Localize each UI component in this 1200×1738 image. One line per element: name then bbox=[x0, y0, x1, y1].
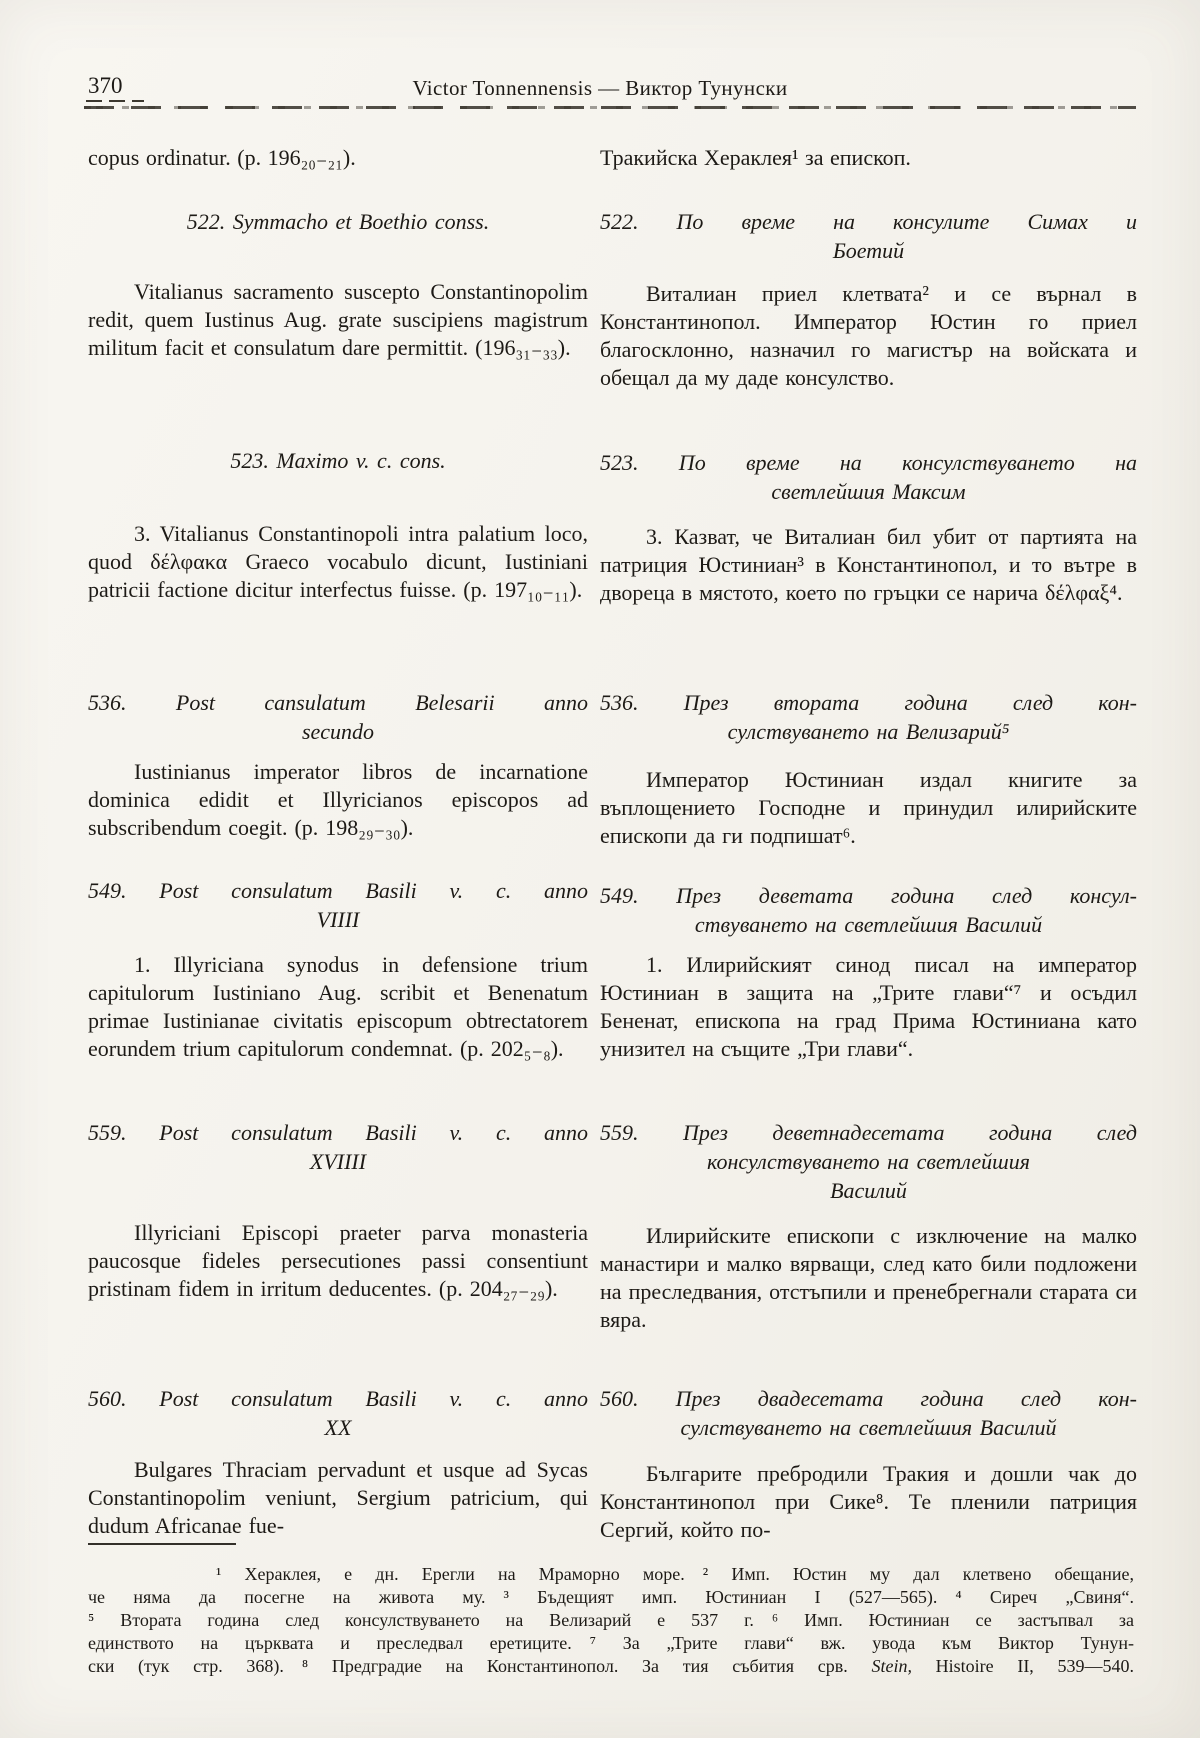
footnote-line bbox=[88, 1609, 1134, 1631]
footnote-text-italic: Stein, bbox=[871, 1656, 912, 1676]
heading-line: 549. Post consulatum Basili v. c. anno bbox=[88, 878, 588, 903]
heading-line: VIIII bbox=[316, 907, 360, 932]
heading-line: Боетий bbox=[832, 238, 905, 263]
heading-line: 522. По време на консулите Симах и bbox=[600, 209, 1137, 234]
footnote-line bbox=[88, 1655, 1134, 1677]
heading-line: secundo bbox=[301, 719, 375, 744]
paragraph: 1. Illyriciana synodus in defensione trium capitulorum Iustiniano Aug. scribit et Benenatum primae Iustinianae civitatis episcopum obtrectatorem eorundem trium capitulorum condemnat. (p. 202₅₋₈). bbox=[88, 952, 588, 1061]
paragraph: Българите пребродили Тракия и дошли чак до Константинопол при Сике⁸. Те пленили патриция Сергий, който по- bbox=[600, 1461, 1137, 1542]
continuation-line: Тракийска Хераклея¹ за епископ. bbox=[600, 145, 911, 170]
heading-line: 559. Post consulatum Basili v. c. anno bbox=[88, 1120, 588, 1145]
heading-line: Василий bbox=[830, 1178, 907, 1203]
paragraph: 3. Vitalianus Constantinopoli intra palatium loco, quod δέλφακα Graeco vocabulo dicunt, Iustiniani patricii factione dicitur interfectus fuisse. (p. 197₁₀₋₁₁). bbox=[88, 521, 588, 602]
footnote-line bbox=[88, 1586, 1134, 1608]
page-number: 370 bbox=[88, 73, 123, 98]
heading-line: 536. През втората година след кон- bbox=[600, 690, 1137, 715]
footnote-line bbox=[88, 1563, 1134, 1585]
footnote-text: Histoire II, 539—540. bbox=[911, 1656, 1135, 1676]
footnote-text: ¹ Хераклея, е дн. Ерегли на Мраморно море. ² Имп. Юстин му дал клетвено обещание, bbox=[216, 1564, 1134, 1584]
footnote-text: че няма да посегне на живота му. ³ Бъдещият имп. Юстиниан I (527—565). ⁴ Сиреч „Свиня“. bbox=[88, 1587, 1134, 1607]
paragraph: Illyriciani Episcopi praeter parva monasteria paucosque fideles persecutiones passi consentiunt pristinam fidem in irritum deducentes. (p. 204₂₇₋₂₉). bbox=[88, 1220, 588, 1301]
paragraph: Vitalianus sacramento suscepto Constantinopolim redit, quem Iustinus Aug. grate suscipiens magistrum militum facit et consulatum dare permittit. (196₃₁₋₃₃). bbox=[88, 279, 588, 360]
paragraph: 3. Казват, че Виталиан бил убит от партията на патриция Юстиниан³ в Константинопол, и то вътре в двореца в мястото, което по гръцки се нарича δέλφαξ⁴. bbox=[600, 524, 1137, 605]
heading-line: XX bbox=[324, 1415, 352, 1440]
footnote-line bbox=[88, 1632, 1134, 1654]
paragraph: Виталиан приел клетвата² и се върнал в Константинопол. Император Юстин го приел благосклонно, назначил го магистър на войската и обещал да му даде консулство. bbox=[600, 281, 1137, 390]
heading-line: ствуването на светлейшия Василий bbox=[694, 912, 1043, 937]
heading-line: 560. Post consulatum Basili v. c. anno bbox=[88, 1386, 588, 1411]
heading-line: сулствуването на Велизарий⁵ bbox=[727, 719, 1010, 744]
heading-line: 523. По време на консулствуването на bbox=[600, 450, 1137, 475]
paragraph: Илирийските епископи с изключение на малко манастири и малко вярващи, след като били подложени на преследвания, отстъпили и пренебрегнали старата си вяра. bbox=[600, 1223, 1137, 1332]
heading-line: светлейшия Максим bbox=[771, 479, 966, 504]
heading-line: 522. Symmacho et Boethio conss. bbox=[186, 209, 490, 234]
heading-line: 523. Maximo v. c. cons. bbox=[230, 448, 446, 473]
paragraph: 1. Илирийският синод писал на император Юстиниан в защита на „Трите глави“⁷ и осъдил Бененат, епископа на град Прима Юстиниана като унизител на същите „Три глави“. bbox=[600, 952, 1137, 1061]
footnotes-block bbox=[88, 0, 1134, 1738]
footnote-text: ⁵ Втората година след консулствуването на Велизарий е 537 г. ⁶ Имп. Юстиниан се застъпвал за bbox=[88, 1610, 1134, 1630]
heading-line: XVIIII bbox=[309, 1149, 367, 1174]
paragraph: Iustinianus imperator libros de incarnatione dominica edidit et Illyricianos episcopos ad subscribendum coegit. (p. 198₂₉₋₃₀). bbox=[88, 759, 588, 840]
heading-line: 559. През деветнадесетата година след bbox=[600, 1120, 1137, 1145]
paragraph: Император Юстиниан издал книгите за въплощението Господне и принудил илирийските епископи да ги подпишат⁶. bbox=[600, 767, 1137, 848]
heading-line: сулствуването на светлейшия Василий bbox=[680, 1415, 1057, 1440]
running-title: Victor Tonnennensis — Виктор Тунунски bbox=[412, 76, 788, 100]
paragraph: Bulgares Thraciam pervadunt et usque ad Sycas Constantinopolim veniunt, Sergium patricium, qui dudum Africanae fue- bbox=[88, 1457, 588, 1538]
heading-line: 560. През двадесетата година след кон- bbox=[600, 1386, 1137, 1411]
footnote-text: единството на църквата и преследвал еретиците. ⁷ За „Трите глави“ вж. увода към Виктор Тунун- bbox=[88, 1633, 1134, 1653]
continuation-line: copus ordinatur. (p. 196₂₀₋₂₁). bbox=[88, 145, 356, 170]
heading-line: 536. Post cansulatum Belesarii anno bbox=[88, 690, 588, 715]
heading-line: консулствуването на светлейшия bbox=[707, 1149, 1030, 1174]
footnote-text: ски (тук стр. 368). ⁸ Предградие на Константинопол. За тия събития срв. bbox=[88, 1656, 872, 1676]
heading-line: 549. През деветата година след консул- bbox=[600, 883, 1137, 908]
